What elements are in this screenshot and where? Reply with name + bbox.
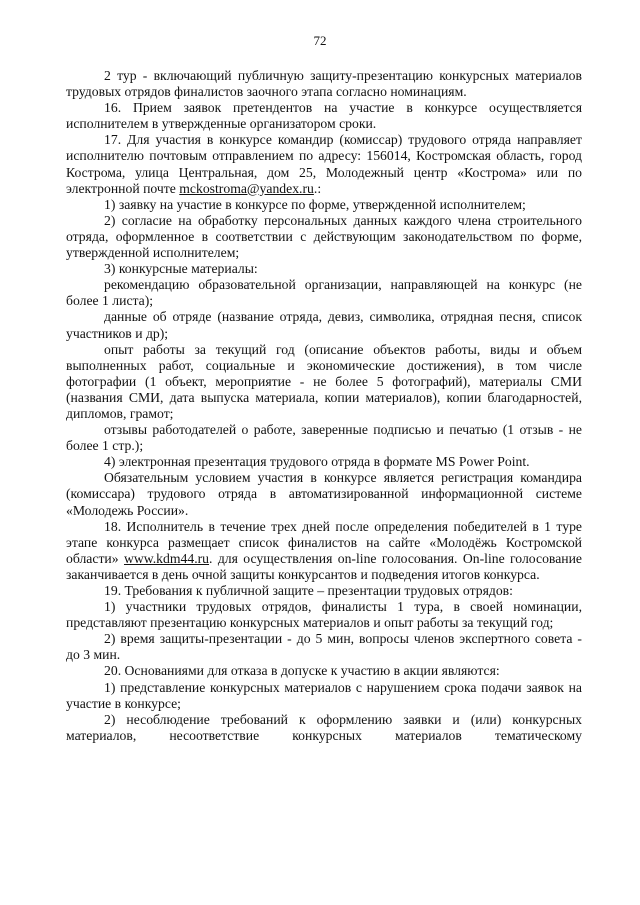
- paragraph-19: 19. Требования к публичной защите – презентации трудовых отрядов:: [104, 583, 513, 598]
- paragraph-tour-2: 2 тур - включающий публичную защиту-презентацию конкурсных материалов трудовых отрядов финалистов заочного этапа согласно номинациям.: [66, 68, 582, 100]
- paragraph-18-tail: . для осуществления on-line голосования. On-line голосование заканчивается в день очной защиты конкурсантов и подведения итогов конкурса.: [66, 550, 582, 582]
- paragraph-20: 20. Основаниями для отказа в допуске к участию в акции являются:: [104, 663, 500, 679]
- paragraph-team-data: данные об отряде (название отряда, девиз, символика, отрядная песня, список участников и др);: [66, 309, 582, 341]
- paragraph-17-text: 17. Для участия в конкурсе командир (комиссар) трудового отряда направляет исполнителю почтовым отправлением по адресу: 156014, Костромская область, город Кострома, улица Центральная, дом 25, Молодежный центр «Кострома» или по электронной почте: [66, 132, 582, 196]
- paragraph-registration: Обязательным условием участия в конкурсе является регистрация командира (комиссара) трудового отряда в автоматизированной информационной системе «Молодежь России».: [66, 470, 582, 518]
- paragraph-employer-reviews: отзывы работодателей о работе, заверенные подписью и печатью (1 отзыв - не более 1 стр.);: [66, 422, 582, 454]
- paragraph-18: [66, 519, 582, 583]
- paragraph-17-item-3: 3) конкурсные материалы:: [104, 261, 258, 277]
- paragraph-17-item-4: 4) электронная презентация трудового отряда в формате MS Power Point.: [104, 454, 530, 470]
- paragraph-recommendation: рекомендацию образовательной организации, направляющей на конкурс (не более 1 листа);: [66, 277, 582, 309]
- paragraph-work-experience: опыт работы за текущий год (описание объектов работы, виды и объем выполненных работ, социальные и экономические достижения), в том числе фотографии (1 объект, мероприятие - не более 5 фотографий), материалы СМИ (названия СМИ, дата выпуска материала, копии материалов), копии благодарностей, дипломов, грамот;: [66, 341, 582, 421]
- page-number: 72: [313, 33, 327, 48]
- paragraph-20-item-2: 2) несоблюдение требований к оформлению заявки и (или) конкурсных материалов, несоответствие конкурсных материалов тематическому: [66, 711, 582, 743]
- paragraph-17-item-2: 2) согласие на обработку персональных данных каждого члена строительного отряда, оформленное в соответствии с действующим законодательством по форме, утвержденной исполнителем;: [66, 212, 582, 261]
- paragraph-17-tail: .:: [313, 180, 322, 196]
- paragraph-18-text: 18. Исполнитель в течение трех дней после определения победителей в 1 туре этапе конкурса размещает список финалистов на сайте «Молодёжь Костромской области»: [66, 518, 582, 566]
- paragraph-20-item-1: 1) представление конкурсных материалов с нарушением срока подачи заявок на участие в конкурсе;: [66, 679, 582, 711]
- paragraph-16: 16. Прием заявок претендентов на участие в конкурсе осуществляется исполнителем в утвержденные организатором сроки.: [66, 100, 582, 132]
- email-link[interactable]: mckostroma@yandex.ru: [179, 180, 314, 196]
- paragraph-19-item-1: 1) участники трудовых отрядов, финалисты 1 тура, в своей номинации, представляют презентацию конкурсных материалов и опыт работы за текущий год;: [66, 599, 582, 631]
- website-link[interactable]: www.kdm44.ru: [123, 550, 210, 566]
- paragraph-17-item-1: 1) заявку на участие в конкурсе по форме, утвержденной исполнителем;: [104, 196, 526, 212]
- document-body: [66, 68, 582, 744]
- paragraph-17: [66, 132, 582, 196]
- paragraph-19-item-2: 2) время защиты-презентации - до 5 мин, вопросы членов экспертного совета - до 3 мин.: [66, 631, 582, 663]
